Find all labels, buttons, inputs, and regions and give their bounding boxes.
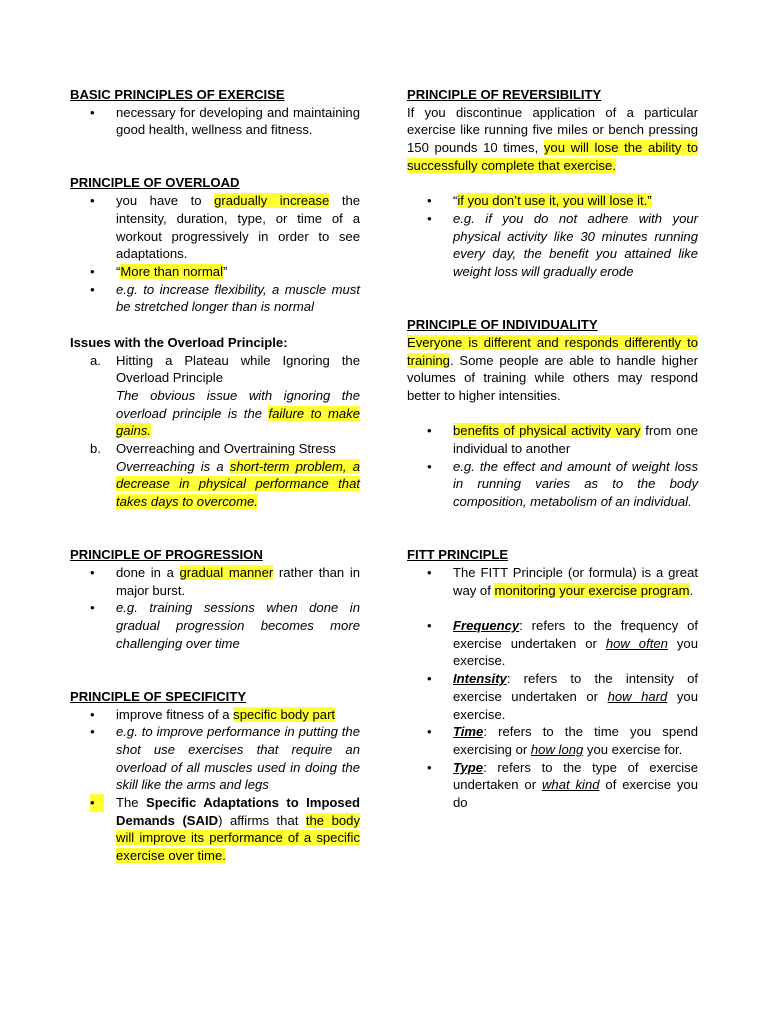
list-item: • you have to gradually increase the intensity, duration, type, or time of a workout progressively in order to see adaptations. xyxy=(90,193,361,262)
bullet-icon: • xyxy=(427,423,432,439)
reversibility-list xyxy=(407,192,698,281)
list-item: • Frequency: refers to the frequency of exercise undertaken or how often you exercise. xyxy=(427,617,698,669)
list-item: • e.g. training sessions when done in gradual progression becomes more challenging over time xyxy=(90,600,360,651)
list-item: • The FITT Principle (or formula) is a great way of monitoring your exercise program. xyxy=(427,564,698,598)
highlight: gradually increase xyxy=(214,193,330,209)
highlight: short-term problem, a decrease in physical performance that takes days to overcome. xyxy=(116,458,360,510)
highlight: More than normal xyxy=(120,264,223,279)
highlight: gradual manner xyxy=(179,564,274,580)
progression-list xyxy=(70,564,360,653)
fitt-intro-list xyxy=(407,564,698,599)
bullet-icon: • xyxy=(427,759,432,775)
list-item: • e.g. if you do not adhere with your physical activity like 30 minutes running every day, the benefit you attained like weight loss will gradually erode xyxy=(427,210,698,280)
frequency-term: Frequency xyxy=(453,617,520,633)
bullet-icon: • xyxy=(90,104,95,120)
highlight: monitoring your exercise program xyxy=(494,582,690,598)
overload-list xyxy=(70,192,360,316)
highlight: the body will improve its performance of a specific exercise over time. xyxy=(116,812,360,864)
list-item: • Time: refers to the time you spend exercising or how long you exercise for. xyxy=(427,724,698,757)
time-term: Time xyxy=(453,724,484,740)
bullet-icon: • xyxy=(427,210,432,226)
specificity-list xyxy=(70,706,360,865)
overload-heading: PRINCIPLE OF OVERLOAD xyxy=(70,175,240,191)
list-item: • e.g. the effect and amount of weight loss in running varies as to the body composition, metabolism of an individual. xyxy=(427,458,698,510)
fitt-heading: FITT PRINCIPLE xyxy=(407,547,509,563)
reversibility-heading: PRINCIPLE OF REVERSIBILITY xyxy=(407,87,602,102)
overload-issues-heading: Issues with the Overload Principle: xyxy=(70,334,288,350)
list-item: • “if you don’t use it, you will lose it.” xyxy=(427,193,652,209)
bullet-icon: • xyxy=(90,281,95,297)
bullet-icon: • xyxy=(427,458,432,474)
type-term: Type xyxy=(453,759,484,775)
basic-principles-list xyxy=(70,104,360,139)
bullet-icon: • xyxy=(90,264,95,279)
list-item: • e.g. to improve performance in putting the shot use exercises that require an overload of all muscles used in doing the skill like the arms and legs xyxy=(90,724,360,793)
specificity-heading: PRINCIPLE OF SPECIFICITY xyxy=(70,688,247,704)
reversibility-paragraph: If you discontinue application of a particular exercise like running five miles or bench pressing 150 pounds 10 times, you will lose the ability to successfully complete that exercise. xyxy=(407,104,699,173)
intensity-term: Intensity xyxy=(453,671,507,687)
list-item: • Type: refers to the type of exercise undertaken or what kind of exercise you do xyxy=(427,759,698,811)
bullet-icon: • xyxy=(90,724,95,740)
highlight: Everyone is different and responds differently to training xyxy=(407,334,698,368)
overload-issues-list xyxy=(70,352,360,511)
list-item: • Intensity: refers to the intensity of exercise undertaken or how hard you exercise. xyxy=(427,671,698,722)
highlight: specific body part xyxy=(233,706,336,722)
list-item: • e.g. to increase flexibility, a muscle must be stretched longer than is normal xyxy=(90,281,360,315)
bullet-icon: • xyxy=(90,564,95,580)
bullet-icon: • xyxy=(90,193,95,209)
individuality-paragraph: Everyone is different and responds differently to training. Some people are able to handle higher volumes of training while others may respond better to higher intensities. xyxy=(407,334,698,403)
highlight: if you don’t use it, you will lose it.” xyxy=(457,193,652,209)
highlight: benefits of physical activity vary xyxy=(453,423,641,439)
highlight: you will lose the ability to successfully complete that exercise. xyxy=(407,140,699,173)
bullet-icon: • xyxy=(427,671,432,687)
list-item: • necessary for developing and maintaining good health, wellness and fitness. xyxy=(90,104,360,138)
left-column xyxy=(70,86,360,865)
bullet-icon: • xyxy=(90,600,95,616)
list-item: • done in a gradual manner rather than in major burst. xyxy=(90,564,361,598)
list-item: • benefits of physical activity vary from one individual to another xyxy=(427,423,699,456)
bullet-icon: • xyxy=(90,794,104,812)
bullet-icon: • xyxy=(427,564,432,580)
bullet-icon: • xyxy=(427,617,432,633)
bullet-icon: • xyxy=(427,193,432,209)
progression-heading: PRINCIPLE OF PROGRESSION xyxy=(70,547,263,563)
individuality-list xyxy=(407,422,698,511)
bullet-icon: • xyxy=(90,706,95,722)
list-item: • improve fitness of a specific body part xyxy=(90,706,336,722)
basic-principles-heading: BASIC PRINCIPLES OF EXERCISE xyxy=(70,87,285,102)
fitt-terms-list xyxy=(407,617,698,812)
list-item: • “More than normal” xyxy=(90,264,228,279)
list-item: b. Overreaching and Overtraining Stress Overreaching is a short-term problem, a decrease in physical performance that takes days to overcome. xyxy=(90,441,360,510)
bullet-icon: • xyxy=(427,724,432,740)
individuality-heading: PRINCIPLE OF INDIVIDUALITY xyxy=(407,317,598,333)
list-item: • The Specific Adaptations to Imposed Demands (SAID) affirms that the body will improve its performance of a specific exercise over time. xyxy=(90,795,360,864)
highlight: failure to make gains. xyxy=(116,405,360,439)
list-item: a. Hitting a Plateau while Ignoring the Overload Principle The obvious issue with ignoring the overload principle is the failure to make gains. xyxy=(90,352,360,439)
right-column xyxy=(407,86,698,812)
